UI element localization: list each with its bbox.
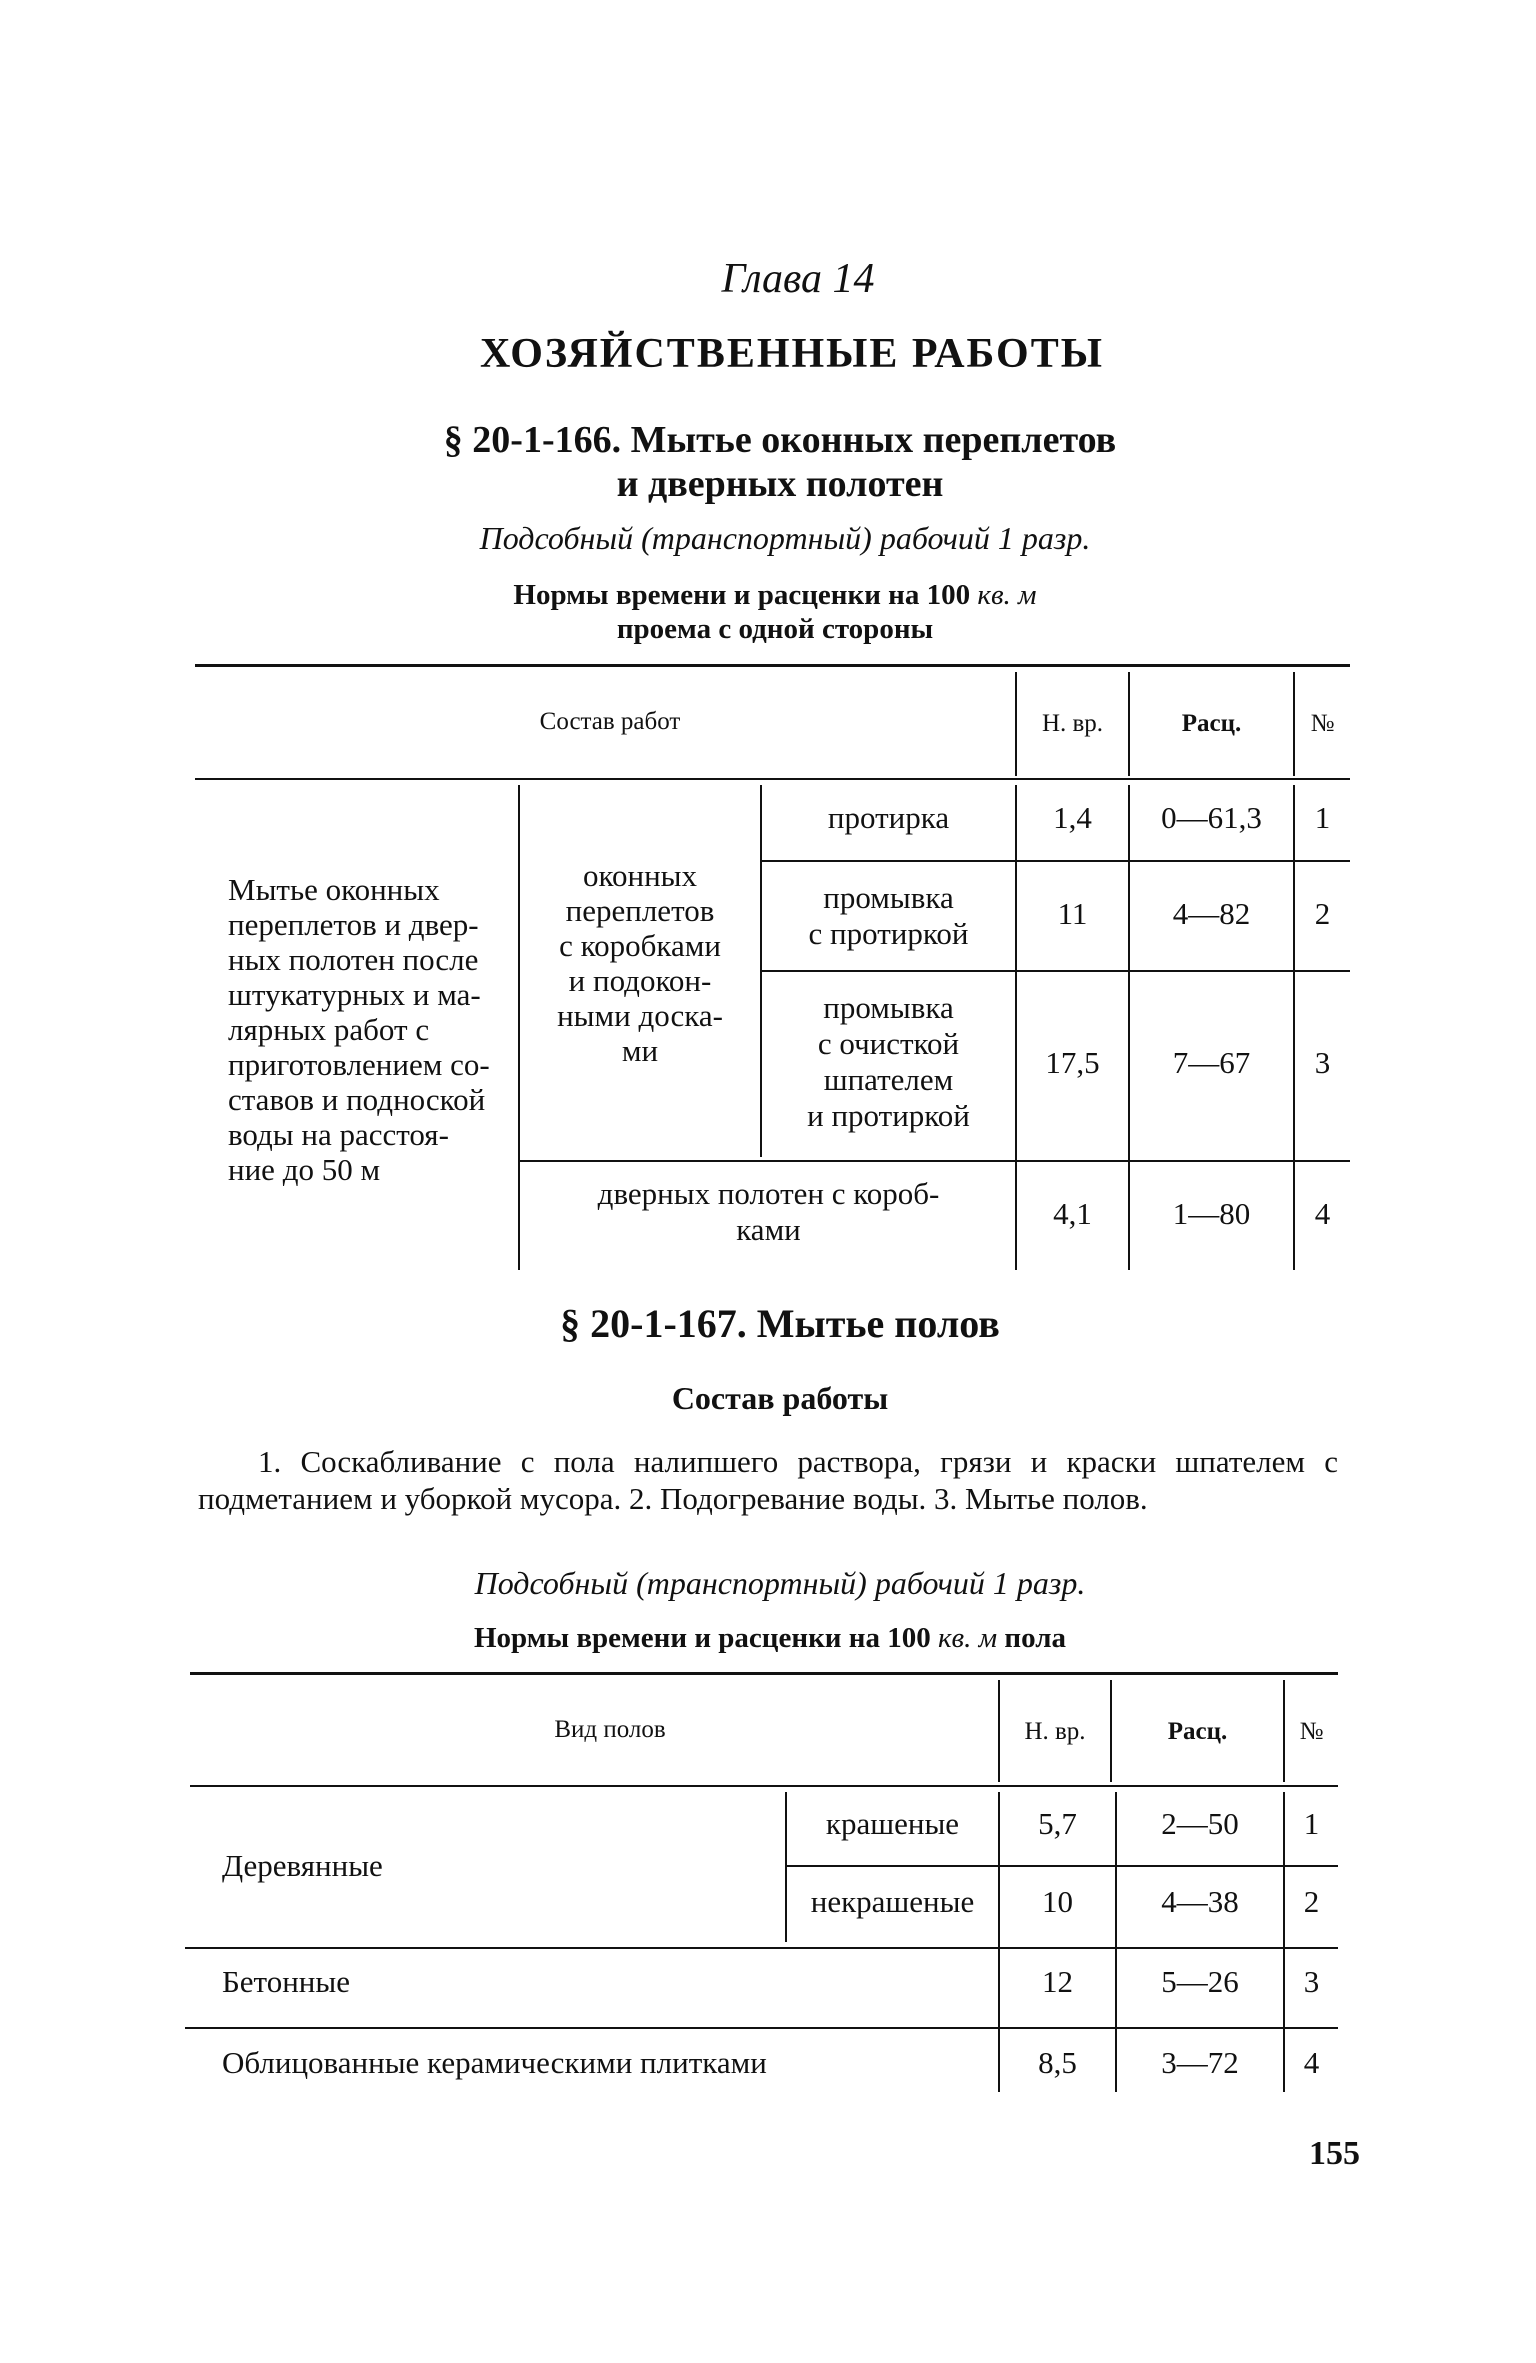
row2-num: 2 — [1314, 896, 1331, 931]
row-rule — [185, 2027, 1338, 2029]
row4-hvr: 4,1 — [1053, 1196, 1092, 1231]
floor-row2-num: 2 — [1303, 1884, 1320, 1919]
floor-row3-num: 3 — [1303, 1964, 1320, 1999]
header-hvr: Н. вр. — [1024, 1718, 1086, 1745]
row-rule — [185, 1947, 1338, 1949]
row4-op — [522, 1176, 1015, 1248]
header-num: № — [1299, 1718, 1324, 1745]
floor-row2-rasc: 4—38 — [1161, 1884, 1239, 1919]
row4-num: 4 — [1314, 1196, 1331, 1231]
floor-row3-hvr: 12 — [1042, 1964, 1073, 1999]
norms-text-line2: проема с одной стороны — [616, 613, 934, 645]
row1-op: протирка — [827, 800, 950, 835]
desc-line: приготовлением со- — [228, 1047, 490, 1082]
op-line: ками — [736, 1212, 801, 1247]
floor-row4-rasc: 3—72 — [1161, 2045, 1239, 2080]
norms-unit: кв. м — [977, 579, 1037, 611]
floor-row4-hvr: 8,5 — [1038, 2045, 1077, 2080]
floor-row1-rasc: 2—50 — [1161, 1806, 1239, 1841]
header-work: Состав работ — [539, 708, 681, 735]
row2-rasc: 4—82 — [1172, 896, 1251, 931]
row-rule — [760, 970, 1350, 972]
section-2-norms-caption — [370, 1622, 1170, 1655]
row-rule — [785, 1865, 1338, 1867]
desc-line: ных полотен после — [228, 942, 479, 977]
col-rule — [518, 785, 520, 1270]
floor-row1-kind: крашеные — [825, 1806, 960, 1841]
work-description — [228, 872, 510, 1187]
row1-rasc: 0—61,3 — [1161, 800, 1262, 835]
desc-line: ставов и подноской — [228, 1082, 486, 1117]
floor-row2-hvr: 10 — [1042, 1884, 1073, 1919]
floor-row4-kind: Облицованные керамическими плитками — [222, 2045, 767, 2080]
table-header-rule — [195, 778, 1350, 780]
floor-row4-num: 4 — [1303, 2045, 1320, 2080]
op-line: промывка — [823, 990, 954, 1025]
window-line: и подокон- — [568, 963, 712, 998]
desc-line: ние до 50 м — [228, 1152, 381, 1187]
row2-op — [762, 880, 1015, 952]
op-line: и протиркой — [807, 1098, 970, 1133]
page-number: 155 — [1309, 2135, 1360, 2172]
table-top-rule — [195, 664, 1350, 667]
section-1-title-line2: и дверных полотен — [616, 463, 944, 505]
window-line: оконных — [583, 858, 697, 893]
row3-op — [762, 990, 1015, 1134]
table-top-rule — [190, 1672, 1338, 1675]
header-num: № — [1310, 710, 1335, 737]
op-line: шпателем — [823, 1062, 954, 1097]
floor-row3-kind: Бетонные — [222, 1964, 350, 1999]
row1-hvr: 1,4 — [1053, 800, 1092, 835]
part-title: ХОЗЯЙСТВЕННЫЕ РАБОТЫ — [480, 331, 1104, 377]
window-line: ми — [621, 1033, 659, 1068]
section-1-title-line1: § 20-1-166. Мытье оконных переплетов — [443, 419, 1117, 461]
norms-unit: кв. м — [937, 1622, 998, 1654]
chapter-heading: Глава 14 — [721, 256, 875, 302]
window-line: переплетов — [565, 893, 715, 928]
section-2-title: § 20-1-167. Мытье полов — [560, 1301, 1000, 1346]
desc-line: штукатурных и ма- — [228, 977, 481, 1012]
norms-text-end: пола — [997, 1622, 1066, 1654]
norms-text: Нормы времени и расценки на 100 — [513, 579, 978, 611]
window-subgroup — [522, 858, 758, 1068]
table-header-rule — [190, 1785, 1338, 1787]
desc-line: Мытье оконных — [228, 872, 440, 907]
wood-group-label: Деревянные — [222, 1848, 383, 1883]
row4-rasc: 1—80 — [1172, 1196, 1251, 1231]
op-line: с очисткой — [817, 1026, 960, 1061]
window-line: с коробками — [559, 928, 721, 963]
desc-line: воды на расстоя- — [228, 1117, 449, 1152]
floor-row1-num: 1 — [1303, 1806, 1320, 1841]
header-rasc: Расц. — [1181, 710, 1242, 737]
floor-row2-kind: некрашеные — [810, 1884, 975, 1919]
header-kind: Вид полов — [554, 1716, 666, 1743]
norms-text: Нормы времени и расценки на 100 — [473, 1622, 938, 1654]
floor-row1-hvr: 5,7 — [1038, 1806, 1077, 1841]
row-rule — [760, 860, 1350, 862]
row2-hvr: 11 — [1057, 896, 1088, 931]
header-rasc: Расц. — [1167, 1718, 1228, 1745]
op-line: промывка — [823, 880, 954, 915]
row-rule — [520, 1160, 1350, 1162]
desc-line: лярных работ с — [228, 1012, 430, 1047]
op-line: с протиркой — [808, 916, 969, 951]
window-line: ными доска- — [557, 998, 723, 1033]
op-line: дверных полотен с короб- — [597, 1176, 940, 1211]
section-2-sostav-title: Состав работы — [671, 1380, 889, 1416]
row3-num: 3 — [1314, 1045, 1331, 1080]
section-2-paragraph: 1. Соскабливание с пола налипшего раствора, грязи и краски шпателем с подметанием и уборкой мусора. 2. Подогревание воды. 3. Мытье полов. — [198, 1444, 1338, 1516]
section-1-worker: Подсобный (транспортный) рабочий 1 разр. — [479, 520, 1091, 556]
header-hvr: Н. вр. — [1041, 710, 1104, 737]
section-2-worker: Подсобный (транспортный) рабочий 1 разр. — [474, 1565, 1086, 1601]
desc-line: переплетов и двер- — [228, 907, 479, 942]
row1-num: 1 — [1314, 800, 1331, 835]
floor-row3-rasc: 5—26 — [1161, 1964, 1239, 1999]
row3-hvr: 17,5 — [1045, 1045, 1100, 1080]
row3-rasc: 7—67 — [1172, 1045, 1251, 1080]
